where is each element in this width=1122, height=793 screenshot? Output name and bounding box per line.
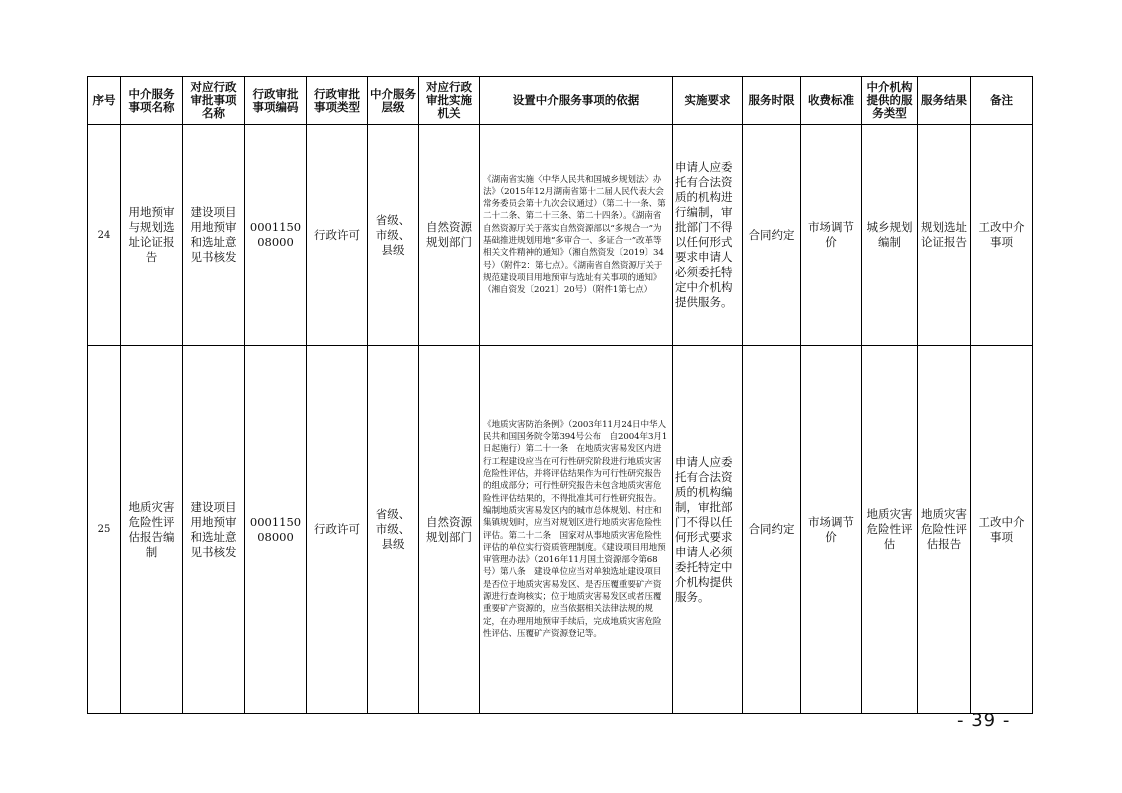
header-approval-type: 行政审批事项类型 <box>307 77 368 125</box>
header-time-limit: 服务时限 <box>743 77 801 125</box>
cell-requirement: 申请人应委托有合法资质的机构编制，审批部门不得以任何形式要求申请人必须委托特定中介机构提供服务。 <box>673 346 743 714</box>
cell-service-name: 用地预审与规划选址论证报告 <box>121 125 183 346</box>
cell-remark: 工改中介事项 <box>971 346 1033 714</box>
header-remark: 备注 <box>971 77 1033 125</box>
cell-remark: 工改中介事项 <box>971 125 1033 346</box>
cell-approval-agency: 自然资源规划部门 <box>419 125 480 346</box>
cell-time-limit: 合同约定 <box>743 346 801 714</box>
cell-approval-code: 000115008000 <box>245 346 307 714</box>
table-row <box>88 346 1033 714</box>
cell-approval-name: 建设项目用地预审和选址意见书核发 <box>183 346 245 714</box>
cell-service-level: 省级、市级、县级 <box>368 346 419 714</box>
header-approval-agency: 对应行政审批实施机关 <box>419 77 480 125</box>
header-service-name: 中介服务事项名称 <box>121 77 183 125</box>
cell-seq: 25 <box>88 346 121 714</box>
cell-basis: 《湖南省实施〈中华人民共和国城乡规划法〉办法》（2015年12月湖南省第十二届人民代表大会常务委员会第十九次会议通过）（第二十一条、第二十二条、第二十三条、第二十四条）。《湖南省自然资源厅关于落实自然资源部以“多规合一”为基础推进规划用地“多审合一、多证合一”改革等相关文件精神的通知》（湘自然资发〔2019〕34号）（附件2：第七点）。《湖南省自然资源厅关于规范建设项目用地预审与选址有关事项的通知》（湘自资发〔2021〕20号）（附件1第七点） <box>480 125 673 346</box>
cell-basis: 《地质灾害防治条例》（2003年11月24日中华人民共和国国务院令第394号公布 自2004年3月1日起施行）第二十一条 在地质灾害易发区内进行工程建设应当在可行性研究阶段进行地质灾害危险性评估，并将评估结果作为可行性研究报告的组成部分；可行性研究报告未包含地质灾害危险性评估结果的，不得批准其可行性研究报告。编制地质灾害易发区内的城市总体规划、村庄和集镇规划时，应当对规划区进行地质灾害危险性评估。第二十二条 国家对从事地质灾害危险性评估的单位实行资质管理制度。《建设项目用地预审管理办法》（2016年11月国土资源部令第68号）第八条 建设单位应当对单独选址建设项目是否位于地质灾害易发区、是否压覆重要矿产资源进行查询核实；位于地质灾害易发区或者压覆重要矿产资源的，应当依据相关法律法规的规定，在办理用地预审手续后，完成地质灾害危险性评估、压覆矿产资源登记等。 <box>480 346 673 714</box>
cell-fee: 市场调节价 <box>801 125 862 346</box>
header-result: 服务结果 <box>918 77 971 125</box>
cell-result: 地质灾害危险性评估报告 <box>918 346 971 714</box>
cell-time-limit: 合同约定 <box>743 125 801 346</box>
header-seq: 序号 <box>88 77 121 125</box>
cell-service-level: 省级、市级、县级 <box>368 125 419 346</box>
header-basis: 设置中介服务事项的依据 <box>480 77 673 125</box>
header-agency-type: 中介机构提供的服务类型 <box>862 77 918 125</box>
cell-agency-type: 城乡规划编制 <box>862 125 918 346</box>
cell-approval-code: 000115008000 <box>245 125 307 346</box>
header-requirement: 实施要求 <box>673 77 743 125</box>
cell-service-name: 地质灾害危险性评估报告编制 <box>121 346 183 714</box>
cell-seq: 24 <box>88 125 121 346</box>
header-service-level: 中介服务层级 <box>368 77 419 125</box>
cell-approval-type: 行政许可 <box>307 346 368 714</box>
cell-agency-type: 地质灾害危险性评估 <box>862 346 918 714</box>
cell-approval-name: 建设项目用地预审和选址意见书核发 <box>183 125 245 346</box>
header-approval-code: 行政审批事项编码 <box>245 77 307 125</box>
cell-approval-type: 行政许可 <box>307 125 368 346</box>
cell-requirement: 申请人应委托有合法资质的机构进行编制，审批部门不得以任何形式要求申请人必须委托特定中介机构提供服务。 <box>673 125 743 346</box>
header-approval-name: 对应行政审批事项名称 <box>183 77 245 125</box>
cell-fee: 市场调节价 <box>801 346 862 714</box>
table-row <box>88 125 1033 346</box>
header-fee: 收费标准 <box>801 77 862 125</box>
cell-result: 规划选址论证报告 <box>918 125 971 346</box>
header-row <box>88 77 1033 125</box>
service-items-table <box>87 76 1033 714</box>
cell-approval-agency: 自然资源规划部门 <box>419 346 480 714</box>
page-number: - 39 - <box>957 710 1011 731</box>
